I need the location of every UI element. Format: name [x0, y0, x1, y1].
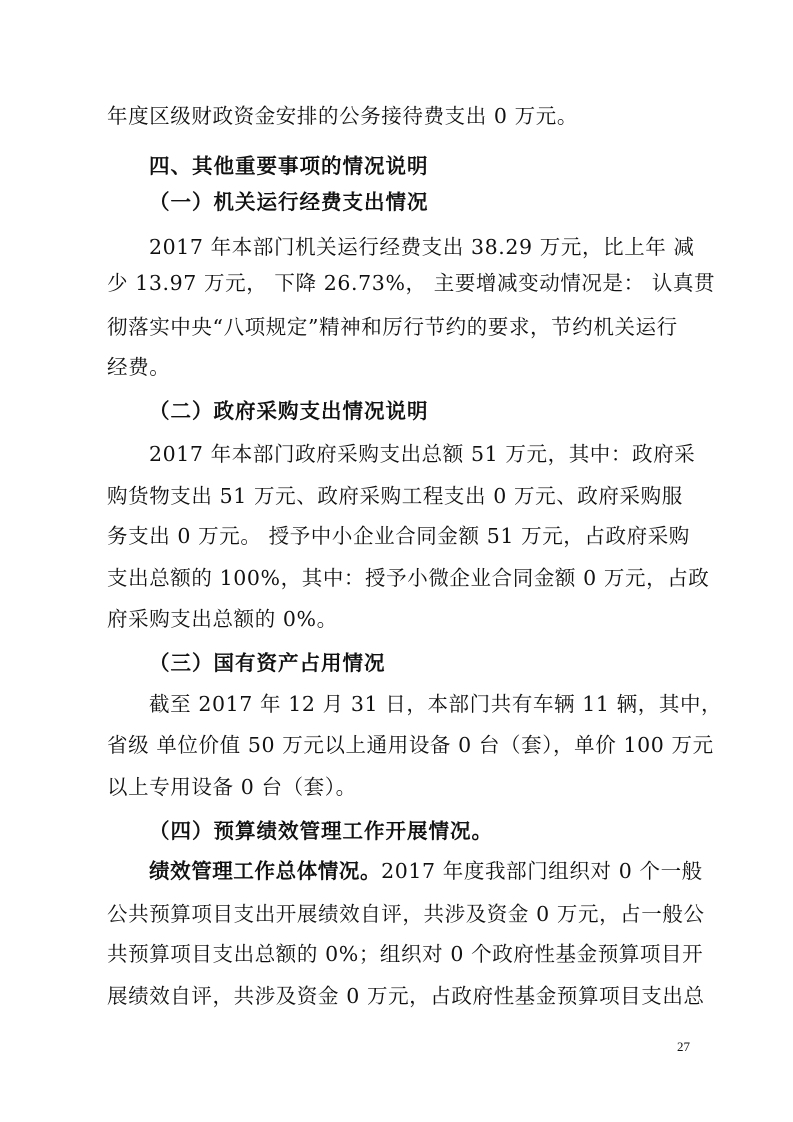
text-line: [149, 857, 703, 885]
text-line: 截至 2017 年 12 月 31 日，本部门共有车辆 11 辆，其中，: [149, 692, 723, 716]
text-line: 公共预算项目支出开展绩效自评，共涉及资金 0 万元，占一般公: [107, 902, 705, 926]
text-run: 2017 年度我部门组织对 0 个一般: [381, 859, 703, 883]
text-line: 共预算项目支出总额的 0%；组织对 0 个政府性基金预算项目开: [107, 942, 704, 966]
text-line: 购货物支出 51 万元、政府采购工程支出 0 万元、政府采购服: [107, 484, 683, 508]
text-line: 经费。: [107, 355, 171, 379]
text-line: 2017 年本部门机关运行经费支出 38.29 万元，比上年 减: [149, 235, 695, 259]
page-number: 27: [677, 1039, 690, 1054]
text-line: 省级 单位价值 50 万元以上通用设备 0 台（套），单价 100 万元: [107, 733, 714, 757]
text-line: 年度区级财政资金安排的公务接待费支出 0 万元。: [107, 104, 578, 128]
text-line: 务支出 0 万元。 授予中小企业合同金额 51 万元，占政府采购: [107, 524, 690, 548]
subsection-heading: （四）预算绩效管理工作开展情况。: [149, 819, 493, 843]
text-line: 展绩效自评，共涉及资金 0 万元，占政府性基金预算项目支出总: [107, 984, 705, 1008]
text-line: 2017 年本部门政府采购支出总额 51 万元，其中：政府采: [149, 442, 696, 466]
text-line: 支出总额的 100%，其中：授予小微企业合同金额 0 万元，占政: [107, 566, 710, 590]
subsection-heading: （三）国有资产占用情况: [149, 651, 386, 675]
subsection-heading: （二）政府采购支出情况说明: [149, 399, 429, 423]
text-line: 少 13.97 万元， 下降 26.73%， 主要增减变动情况是： 认真贯: [107, 271, 716, 295]
text-line: 府采购支出总额的 0%。: [107, 607, 338, 631]
section-heading: 四、其他重要事项的情况说明: [149, 154, 429, 178]
text-line: 彻落实中央“八项规定”精神和厉行节约的要求，节约机关运行: [107, 315, 678, 339]
text-line: 以上专用设备 0 台（套）。: [107, 775, 357, 799]
subsection-heading: （一）机关运行经费支出情况: [149, 190, 429, 214]
bold-lead-text: 绩效管理工作总体情况。: [149, 859, 382, 883]
